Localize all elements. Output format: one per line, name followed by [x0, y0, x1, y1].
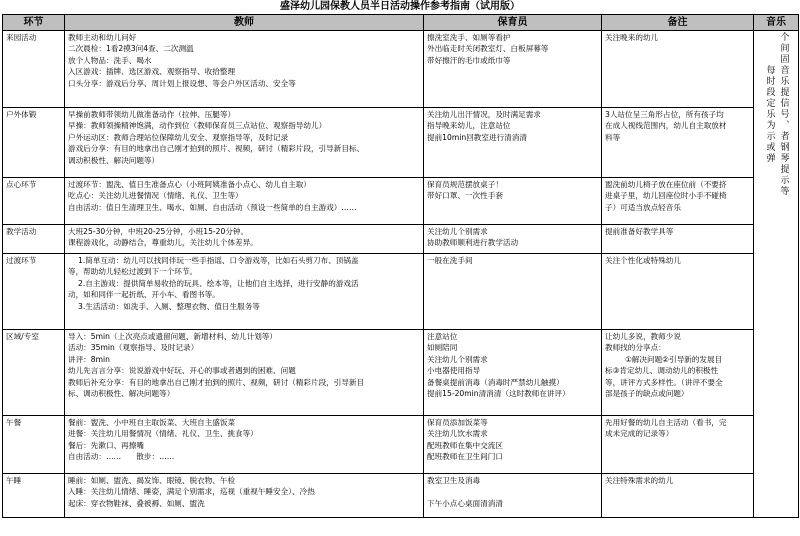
teacher-cell	[65, 225, 424, 254]
text-line: 入睡：关注幼儿情绪、睡姿，满足个别需求，巡视（重视午睡安全）、冷热	[68, 487, 315, 497]
text-line: 早操：教师领操精神饱满，动作到位（教师保育员三点站位、观察指导幼儿）	[68, 121, 327, 131]
caregiver-cell	[424, 474, 602, 518]
segment-cell: 教学活动	[3, 225, 65, 254]
text-line: 部是孩子的缺点或问题）	[605, 388, 689, 398]
text-line: 备餐桌提前消毒（消毒时严禁幼儿触摸）	[427, 377, 564, 387]
segment-cell: 区域/专室	[3, 330, 65, 416]
text-line: 3.生活活动：如洗手、入厕、整理衣物、值日生服务等	[78, 301, 260, 311]
text-line: 教师主动和幼儿问好	[68, 33, 137, 42]
text-line: 关注晚来的幼儿	[605, 33, 659, 42]
text-line: 餐后：先漱口、再擦嘴	[68, 440, 144, 450]
text-line: 等，帮助幼儿轻松过渡到下一个环节。	[68, 267, 198, 277]
text-line: 进餐：关注幼儿用餐情况（情绪、礼仪、卫生、挑食等）	[68, 429, 258, 439]
text-line: 保育员添加饭菜等	[427, 418, 488, 427]
text-line: 户外运动区：教师合理站位保障幼儿安全、观察指导等，及时记录	[68, 132, 289, 142]
caregiver-cell	[424, 178, 602, 225]
text-line: 口头分享：游戏后分享、周计划上报设想、等会户外区活动、安全等	[68, 78, 296, 88]
text-line: 3人站位呈三角形占位，所有孩子均	[605, 110, 724, 119]
text-line: 自由活动：值日生清理卫生、喝水、如厕、自由活动（预设一些简单的自主游戏）……	[68, 202, 357, 212]
text-line: 二次晨检：1看2摸3问4查、二次测温	[68, 44, 194, 54]
text-line: 擦洗室洗手、如厕等看护	[427, 33, 511, 42]
text-line: 教室卫生及消毒	[427, 476, 481, 485]
text-line: 放个人物品：洗手、喝水	[68, 55, 152, 65]
text-line: 关注幼儿个别需求	[427, 354, 488, 364]
text-line: 标、调动积极性、解决问题等）	[68, 388, 175, 398]
text-line: 导入：5min（上次亮点或遗留问题、新增材料、幼儿计划等）	[68, 332, 277, 341]
text-line: 指导晚来幼儿，注意站位	[427, 121, 511, 131]
caregiver-cell	[424, 31, 602, 108]
music-column: 个间固音乐提信号、者钢琴提示等	[778, 32, 789, 197]
note-cell	[602, 330, 754, 416]
table-row	[3, 474, 799, 518]
teacher-cell	[65, 416, 424, 474]
caregiver-cell	[424, 254, 602, 330]
teacher-cell	[65, 108, 424, 178]
text-line: 提前准备好教学具等	[605, 227, 674, 236]
music-column: 每时段定乐为示或弹	[764, 65, 775, 164]
header-teacher: 教师	[65, 15, 424, 31]
table-row	[3, 108, 799, 178]
text-line: 讲评：8min	[68, 354, 110, 364]
teacher-cell	[65, 31, 424, 108]
text-line: 进桌子里，幼儿回座位时小手不碰椅	[605, 191, 727, 201]
text-line: 协助教师顺利进行教学活动	[427, 238, 519, 248]
table-row	[3, 254, 799, 330]
note-cell	[602, 474, 754, 518]
text-line: 关注特殊需求的幼儿	[605, 476, 674, 485]
caregiver-cell	[424, 330, 602, 416]
teacher-cell	[65, 474, 424, 518]
page-title: 盛泽幼儿园保教人员半日活动操作参考指南（试用版）	[280, 1, 520, 12]
text-line: 提前10min回教室进行清消清	[427, 132, 527, 142]
segment-cell: 户外体锻	[3, 108, 65, 178]
text-line: 一般在洗手间	[427, 256, 473, 265]
text-line: 子）可适当放点轻音乐	[605, 202, 681, 212]
caregiver-cell	[424, 108, 602, 178]
text-line: 调动积极性、解决问题等）	[68, 155, 160, 165]
table-row	[3, 330, 799, 416]
text-line: 活动：35min（观察指导、及时记录）	[68, 343, 199, 353]
note-cell	[602, 178, 754, 225]
text-line: 关注幼儿个别需求	[427, 227, 488, 236]
segment-cell: 点心环节	[3, 178, 65, 225]
music-cell	[754, 31, 799, 518]
text-line: 早操前教师带领幼儿做准备动作（拉伸、压腿等）	[68, 110, 236, 119]
text-line: 自由活动：…… 散步：……	[68, 452, 175, 462]
teacher-cell	[65, 178, 424, 225]
text-line: 配班教师在卫生间门口	[427, 452, 503, 462]
text-line: 让幼儿多说，教师少说	[605, 332, 681, 341]
text-line: 过渡环节：盥洗、值日生准备点心（小班阿姨准备小点心、幼儿自主取）	[68, 180, 311, 189]
text-line: 大班25-30分钟，中班20-25分钟，小班15-20分钟。	[68, 227, 249, 236]
text-line: 教师后补充分享：有目的地拿出自己刚才拍到的照片、视频，研讨（精彩片段，引导新目	[68, 377, 365, 387]
text-line: 2.自主游戏：提供简单易收拾的玩具、绘本等，让他们自主选择，进行安静的游戏活	[78, 278, 359, 288]
table-row	[3, 225, 799, 254]
text-line: 关注个性化或特殊幼儿	[605, 256, 681, 265]
caregiver-cell	[424, 225, 602, 254]
text-line: 带好口罩、一次性手套	[427, 191, 503, 201]
text-line: 标③肯定幼儿、调动幼儿的积极性	[605, 366, 719, 376]
text-line: 等，讲评方式多样性。（讲评不要全	[605, 377, 723, 387]
guide-table	[2, 14, 799, 518]
segment-cell: 来园活动	[3, 31, 65, 108]
text-line: 如厕陪同	[427, 343, 458, 353]
text-line: 成未完成的记录等）	[605, 429, 674, 439]
text-line: 关注幼儿出汗情况，及时满足需求	[427, 110, 541, 119]
text-line: ①解决问题②引导新的发展目	[625, 354, 723, 364]
segment-cell: 午睡	[3, 474, 65, 518]
note-cell	[602, 416, 754, 474]
note-cell	[602, 108, 754, 178]
text-line: 盥洗前幼儿椅子放在座位前（不要挤	[605, 180, 727, 189]
music-text	[757, 32, 795, 197]
text-line: 下午小点心桌面清消清	[427, 498, 503, 508]
header-caregiver: 保育员	[424, 15, 602, 31]
text-line: 起床：穿衣物鞋袜、叠被褥、如厕、盥洗	[68, 498, 205, 508]
table-row	[3, 31, 799, 108]
text-line: 注意站位	[427, 332, 458, 341]
note-cell	[602, 31, 754, 108]
text-line: 带好擦汗的毛巾或纸巾等	[427, 55, 511, 65]
text-line: 料等	[605, 132, 621, 142]
text-line: 吃点心：关注幼儿进餐情况（情绪、礼仪、卫生等）	[68, 191, 243, 201]
note-cell	[602, 254, 754, 330]
segment-cell: 过渡环节	[3, 254, 65, 330]
header-music: 音乐	[754, 15, 799, 31]
header-row	[3, 15, 799, 31]
teacher-cell	[65, 330, 424, 416]
segment-cell: 午餐	[3, 416, 65, 474]
note-cell	[602, 225, 754, 254]
text-line: 小电器使用指导	[427, 366, 481, 376]
text-line: 1.简单互动：幼儿可以找同伴玩一些手指谣、口令游戏等，比如石头剪刀布、顶锅盖	[78, 256, 359, 265]
header-segment: 环节	[3, 15, 65, 31]
text-line: 提前15-20min清消清（这时教师在讲评）	[427, 388, 570, 398]
caregiver-cell	[424, 416, 602, 474]
text-line: 保育员规范摆放桌子！	[427, 180, 503, 189]
text-line: 外出临走时关闭教室灯、白板屏幕等	[427, 44, 549, 54]
text-line: 先用好餐的幼儿自主活动（看书，完	[605, 418, 727, 427]
text-line: 在成人视线范围内，幼儿自主取放材	[605, 121, 727, 131]
teacher-cell	[65, 254, 424, 330]
table-row	[3, 416, 799, 474]
text-line: 餐前：盥洗、小中班自主取饭菜、大班自主盛饭菜	[68, 418, 236, 427]
text-line	[427, 486, 598, 497]
text-line: 入区游戏：插牌、选区游戏、观察指导、收拾整理	[68, 67, 236, 77]
text-line: 配班教师在集中交流区	[427, 440, 503, 450]
header-note: 备注	[602, 15, 754, 31]
text-line: 关注幼儿饮水需求	[427, 429, 488, 439]
text-line: 幼儿先言言分享：说说游戏中好玩、开心的事或者遇到的困难、问题	[68, 366, 296, 376]
table-row	[3, 178, 799, 225]
text-line: 动，如和同伴一起折纸、开小车、看图书等。	[68, 290, 220, 300]
text-line: 教师找的分享点：	[605, 343, 666, 353]
text-line: 睡前：如厕、盥洗、揭发饰、眼镜、脱衣物、午检	[68, 476, 236, 485]
text-line: 课程游戏化，动静结合，尊重幼儿，关注幼儿个体差异。	[68, 238, 258, 248]
text-line: 游戏后分享：有目的地拿出自己刚才拍到的照片、视频，研讨（精彩片段，引导新目标、	[68, 144, 365, 154]
